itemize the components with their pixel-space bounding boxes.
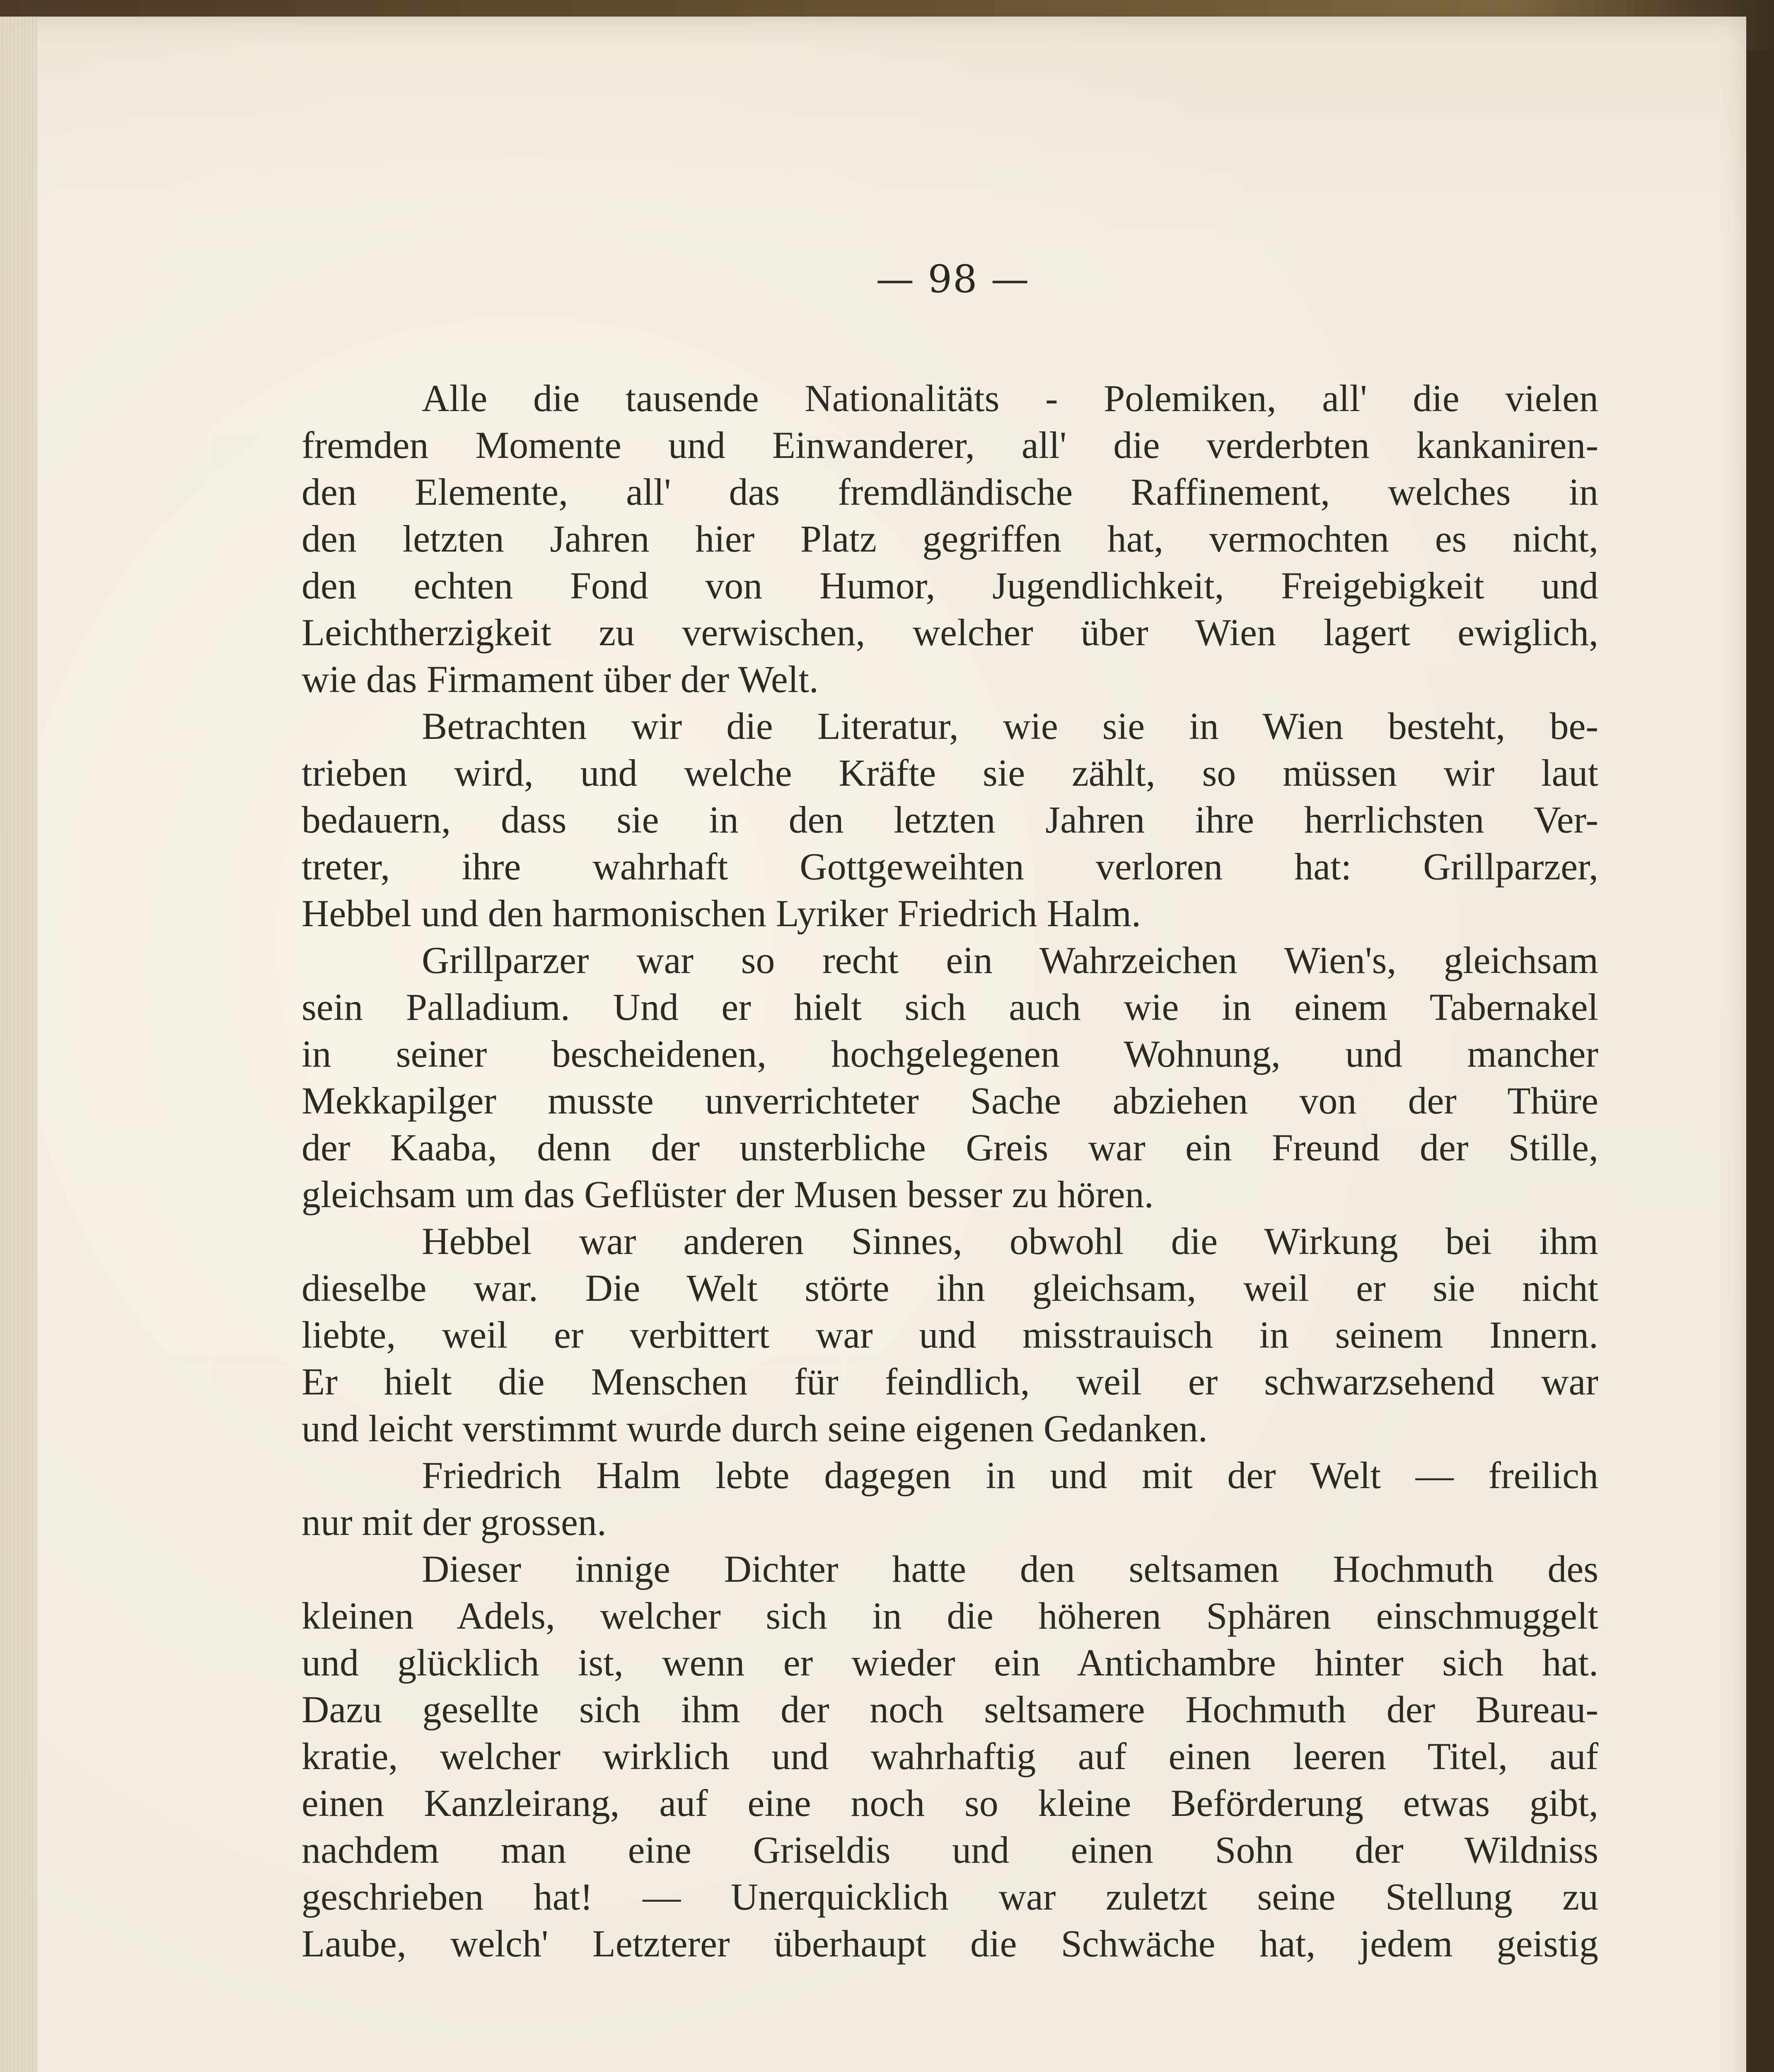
text-line: Mekkapilger musste unverrichteter Sache abziehen von der Thüre bbox=[302, 1080, 1598, 1122]
text-line: bedauern, dass sie in den letzten Jahren ihre herrlichsten Ver- bbox=[302, 799, 1598, 841]
text-line: wie das Firmament über der Welt. bbox=[302, 658, 819, 700]
text-line: der Kaaba, denn der unsterbliche Greis war ein Freund der Stille, bbox=[302, 1126, 1598, 1169]
text-line: und glücklich ist, wenn er wieder ein Antichambre hinter sich hat. bbox=[302, 1641, 1598, 1684]
text-line: Laube, welch' Letzterer überhaupt die Schwäche hat, jedem geistig bbox=[302, 1922, 1598, 1965]
text-line: geschrieben hat! — Unerquicklich war zuletzt seine Stellung zu bbox=[302, 1876, 1598, 1918]
text-line: Dieser innige Dichter hatte den seltsamen Hochmuth des bbox=[422, 1548, 1598, 1590]
text-line: Grillparzer war so recht ein Wahrzeichen Wien's, gleichsam bbox=[422, 939, 1598, 981]
text-line: kleinen Adels, welcher sich in die höheren Sphären einschmuggelt bbox=[302, 1595, 1598, 1637]
page-number: — 98 — bbox=[876, 257, 1030, 301]
paragraph bbox=[302, 1546, 1598, 1967]
text-line: kratie, welcher wirklich und wahrhaftig auf einen leeren Titel, auf bbox=[302, 1735, 1598, 1777]
text-line: Hebbel und den harmonischen Lyriker Friedrich Halm. bbox=[302, 892, 1141, 934]
text-line: Betrachten wir die Literatur, wie sie in Wien besteht, be- bbox=[422, 705, 1598, 747]
text-line: nur mit der grossen. bbox=[302, 1501, 607, 1543]
text-line: treter, ihre wahrhaft Gottgeweihten verloren hat: Grillparzer, bbox=[302, 845, 1598, 888]
text-line: Leichtherzigkeit zu verwischen, welcher über Wien lagert ewiglich, bbox=[302, 611, 1598, 654]
paragraph bbox=[302, 1218, 1598, 1452]
text-line: einen Kanzleirang, auf eine noch so kleine Beförderung etwas gibt, bbox=[302, 1782, 1598, 1824]
text-line: gleichsam um das Geflüster der Musen besser zu hören. bbox=[302, 1173, 1154, 1215]
text-line: nachdem man eine Griseldis und einen Sohn der Wildniss bbox=[302, 1829, 1598, 1871]
text-line: Er hielt die Menschen für feindlich, weil er schwarzsehend war bbox=[302, 1360, 1598, 1403]
paragraph bbox=[302, 703, 1598, 937]
page-edges bbox=[0, 17, 37, 2072]
text-line: den echten Fond von Humor, Jugendlichkeit, Freigebigkeit und bbox=[302, 564, 1598, 607]
text-line: Hebbel war anderen Sinnes, obwohl die Wirkung bei ihm bbox=[422, 1220, 1598, 1262]
text-line: dieselbe war. Die Welt störte ihn gleichsam, weil er sie nicht bbox=[302, 1267, 1598, 1309]
text-line: den letzten Jahren hier Platz gegriffen hat, vermochten es nicht, bbox=[302, 518, 1598, 560]
text-line: liebte, weil er verbittert war und misstrauisch in seinem Innern. bbox=[302, 1314, 1598, 1356]
text-line: den Elemente, all' das fremdländische Raffinement, welches in bbox=[302, 471, 1598, 513]
body-text bbox=[302, 375, 1598, 1967]
text-line: sein Palladium. Und er hielt sich auch wie in einem Tabernakel bbox=[302, 986, 1598, 1028]
text-line: trieben wird, und welche Kräfte sie zählt, so müssen wir laut bbox=[302, 752, 1598, 794]
text-line: und leicht verstimmt wurde durch seine eigenen Gedanken. bbox=[302, 1407, 1208, 1450]
text-line: Dazu gesellte sich ihm der noch seltsamere Hochmuth der Bureau- bbox=[302, 1688, 1598, 1731]
text-line: in seiner bescheidenen, hochgelegenen Wohnung, und mancher bbox=[302, 1033, 1598, 1075]
text-line: Friedrich Halm lebte dagegen in und mit der Welt — freilich bbox=[422, 1454, 1598, 1496]
text-line: fremden Momente und Einwanderer, all' die verderbten kankaniren- bbox=[302, 424, 1598, 466]
paragraph bbox=[302, 1452, 1598, 1546]
paragraph bbox=[302, 937, 1598, 1218]
paragraph bbox=[302, 375, 1598, 703]
text-line: Alle die tausende Nationalitäts - Polemiken, all' die vielen bbox=[422, 377, 1598, 419]
